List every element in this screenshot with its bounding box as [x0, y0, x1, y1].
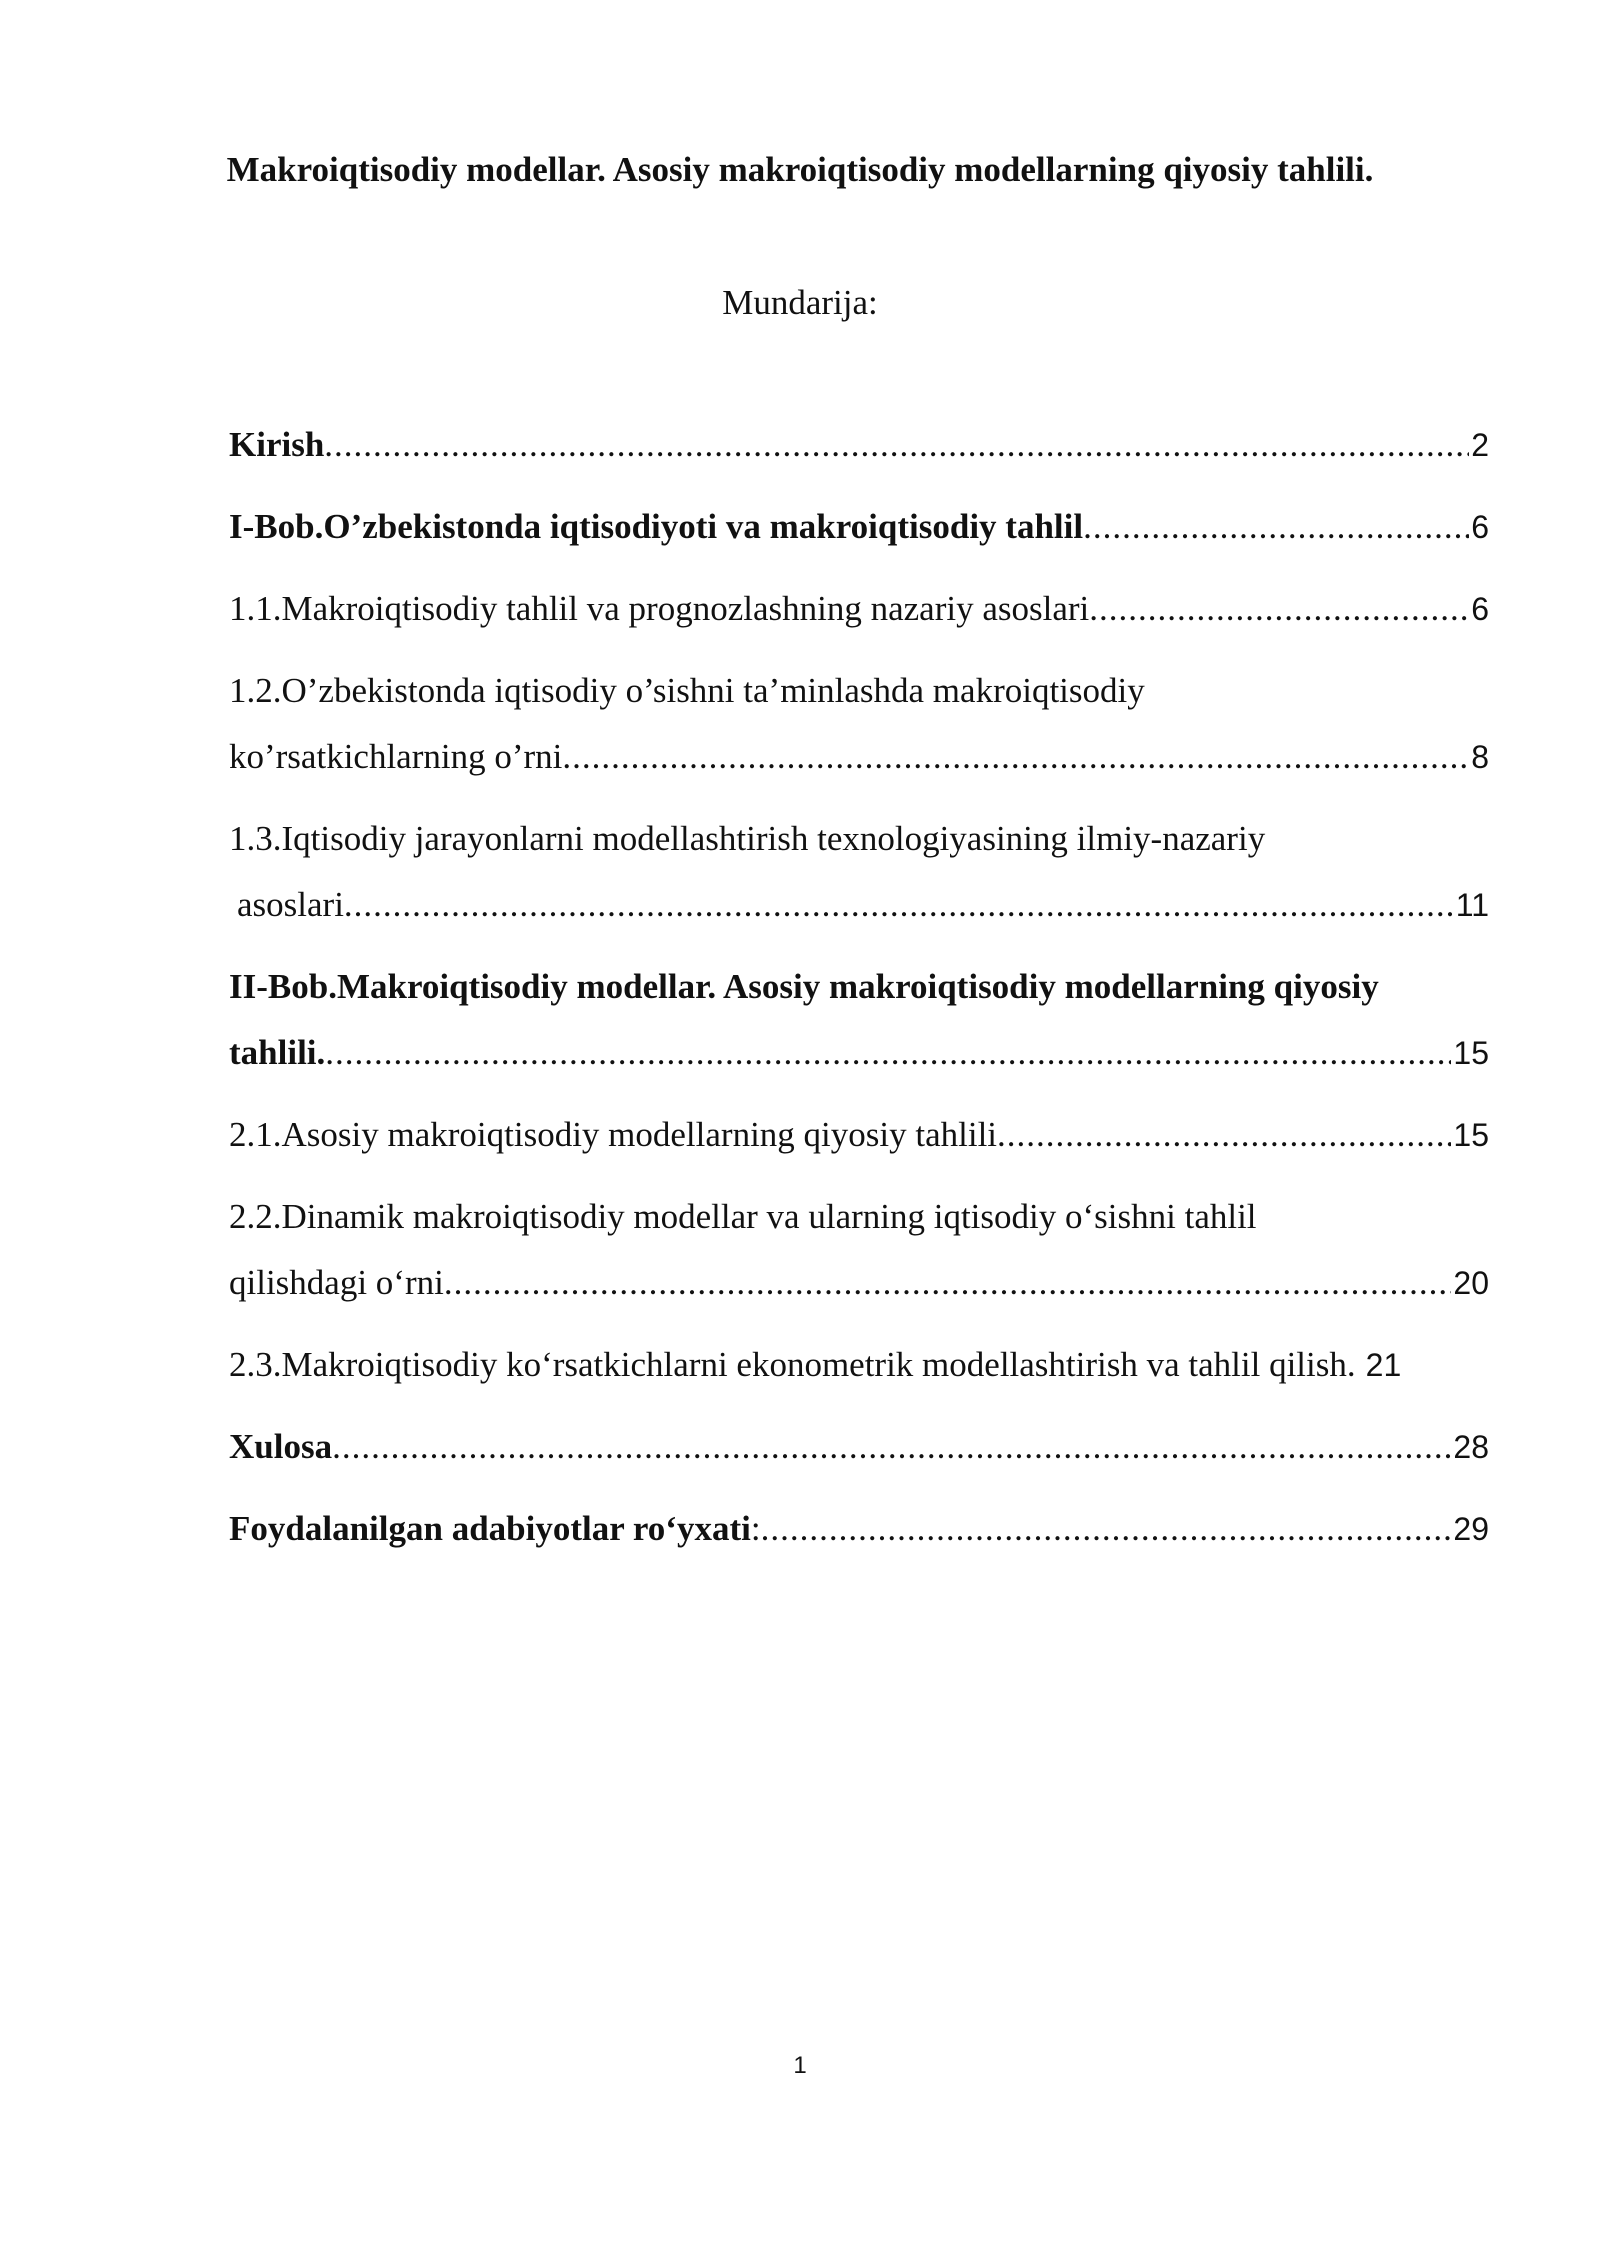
- toc-page-number: 29: [1453, 1511, 1489, 1547]
- dot-leader: [997, 1102, 1451, 1168]
- toc-entry-xulosa: [229, 1414, 1489, 1480]
- toc-entry-title: 2.1.Asosiy makroiqtisodiy modellarning qiyosiy tahlili: [229, 1115, 998, 1154]
- toc-page-number: 20: [1453, 1265, 1489, 1301]
- toc-page-number: 15: [1453, 1117, 1489, 1153]
- page-number: 1: [793, 2052, 807, 2079]
- document-title: Makroiqtisodiy modellar. Asosiy makroiqtisodiy modellarning qiyosiy tahlili.: [226, 150, 1374, 189]
- toc-entry-suffix: :: [750, 1509, 761, 1548]
- dot-leader: [1089, 576, 1469, 642]
- toc-entry-title-line2: ko’rsatkichlarning o’rni: [229, 737, 563, 776]
- toc-entry-title-line2: qilishdagi o‘rni: [229, 1263, 444, 1302]
- toc-entry-2-3: [229, 1332, 1489, 1398]
- toc-entry-title-line2: asoslari: [237, 885, 344, 924]
- toc-page-number: 15: [1453, 1035, 1489, 1071]
- dot-leader: [1083, 494, 1469, 560]
- dot-leader: [332, 1414, 1451, 1480]
- toc-page-number: 11: [1455, 887, 1489, 923]
- toc-entry-2-2: [229, 1184, 1489, 1316]
- toc-entry-title-line1: 1.3.Iqtisodiy jarayonlarni modellashtirish texnologiyasining ilmiy-nazariy: [229, 819, 1266, 858]
- dot-leader: [444, 1250, 1452, 1316]
- toc-entry-title: Xulosa: [229, 1427, 333, 1466]
- toc-entry-1-1: [229, 576, 1489, 642]
- toc-entry-2-1: [229, 1102, 1489, 1168]
- toc-entry-bob1: [229, 494, 1489, 560]
- toc-entry-adabiyotlar: [229, 1496, 1489, 1562]
- toc-entry-title-line1: 2.2.Dinamik makroiqtisodiy modellar va ularning iqtisodiy o‘sishni tahlil: [229, 1197, 1257, 1236]
- toc-page-number: 6: [1471, 591, 1489, 627]
- toc-entry-title: 1.1.Makroiqtisodiy tahlil va prognozlashning nazariy asoslari: [229, 589, 1090, 628]
- toc-page-number: 6: [1471, 509, 1489, 545]
- toc-entry-bob2: [229, 954, 1489, 1086]
- toc-entry-title-line1: 1.2.O’zbekistonda iqtisodiy o’sishni ta’minlashda makroiqtisodiy: [229, 671, 1145, 710]
- toc-entry-title: Kirish: [229, 425, 325, 464]
- dot-leader: [325, 1020, 1451, 1086]
- toc-entry-title-line2: tahlili.: [229, 1033, 326, 1072]
- table-of-contents: [229, 412, 1489, 1578]
- dot-leader: [344, 872, 1454, 938]
- toc-entry-title: I-Bob.O’zbekistonda iqtisodiyoti va makroiqtisodiy tahlil: [229, 507, 1084, 546]
- toc-heading: Mundarija:: [722, 283, 878, 322]
- toc-entry-1-3: [229, 806, 1489, 938]
- toc-entry-title: Foydalanilgan adabiyotlar ro‘yxati: [229, 1509, 751, 1548]
- toc-page-number: 8: [1471, 739, 1489, 775]
- toc-page-number: 2: [1471, 427, 1489, 463]
- toc-page-number: 28: [1453, 1429, 1489, 1465]
- dot-leader: [761, 1496, 1452, 1562]
- toc-entry-kirish: [229, 412, 1489, 478]
- toc-entry-1-2: [229, 658, 1489, 790]
- toc-page-number: 21: [1365, 1347, 1402, 1383]
- toc-entry-title-line1: II-Bob.Makroiqtisodiy modellar. Asosiy makroiqtisodiy modellarning qiyosiy: [229, 967, 1379, 1006]
- dot-leader: [324, 412, 1469, 478]
- dot-leader: [562, 724, 1469, 790]
- toc-entry-title: 2.3.Makroiqtisodiy ko‘rsatkichlarni ekonometrik modellashtirish va tahlil qilish.: [229, 1345, 1356, 1384]
